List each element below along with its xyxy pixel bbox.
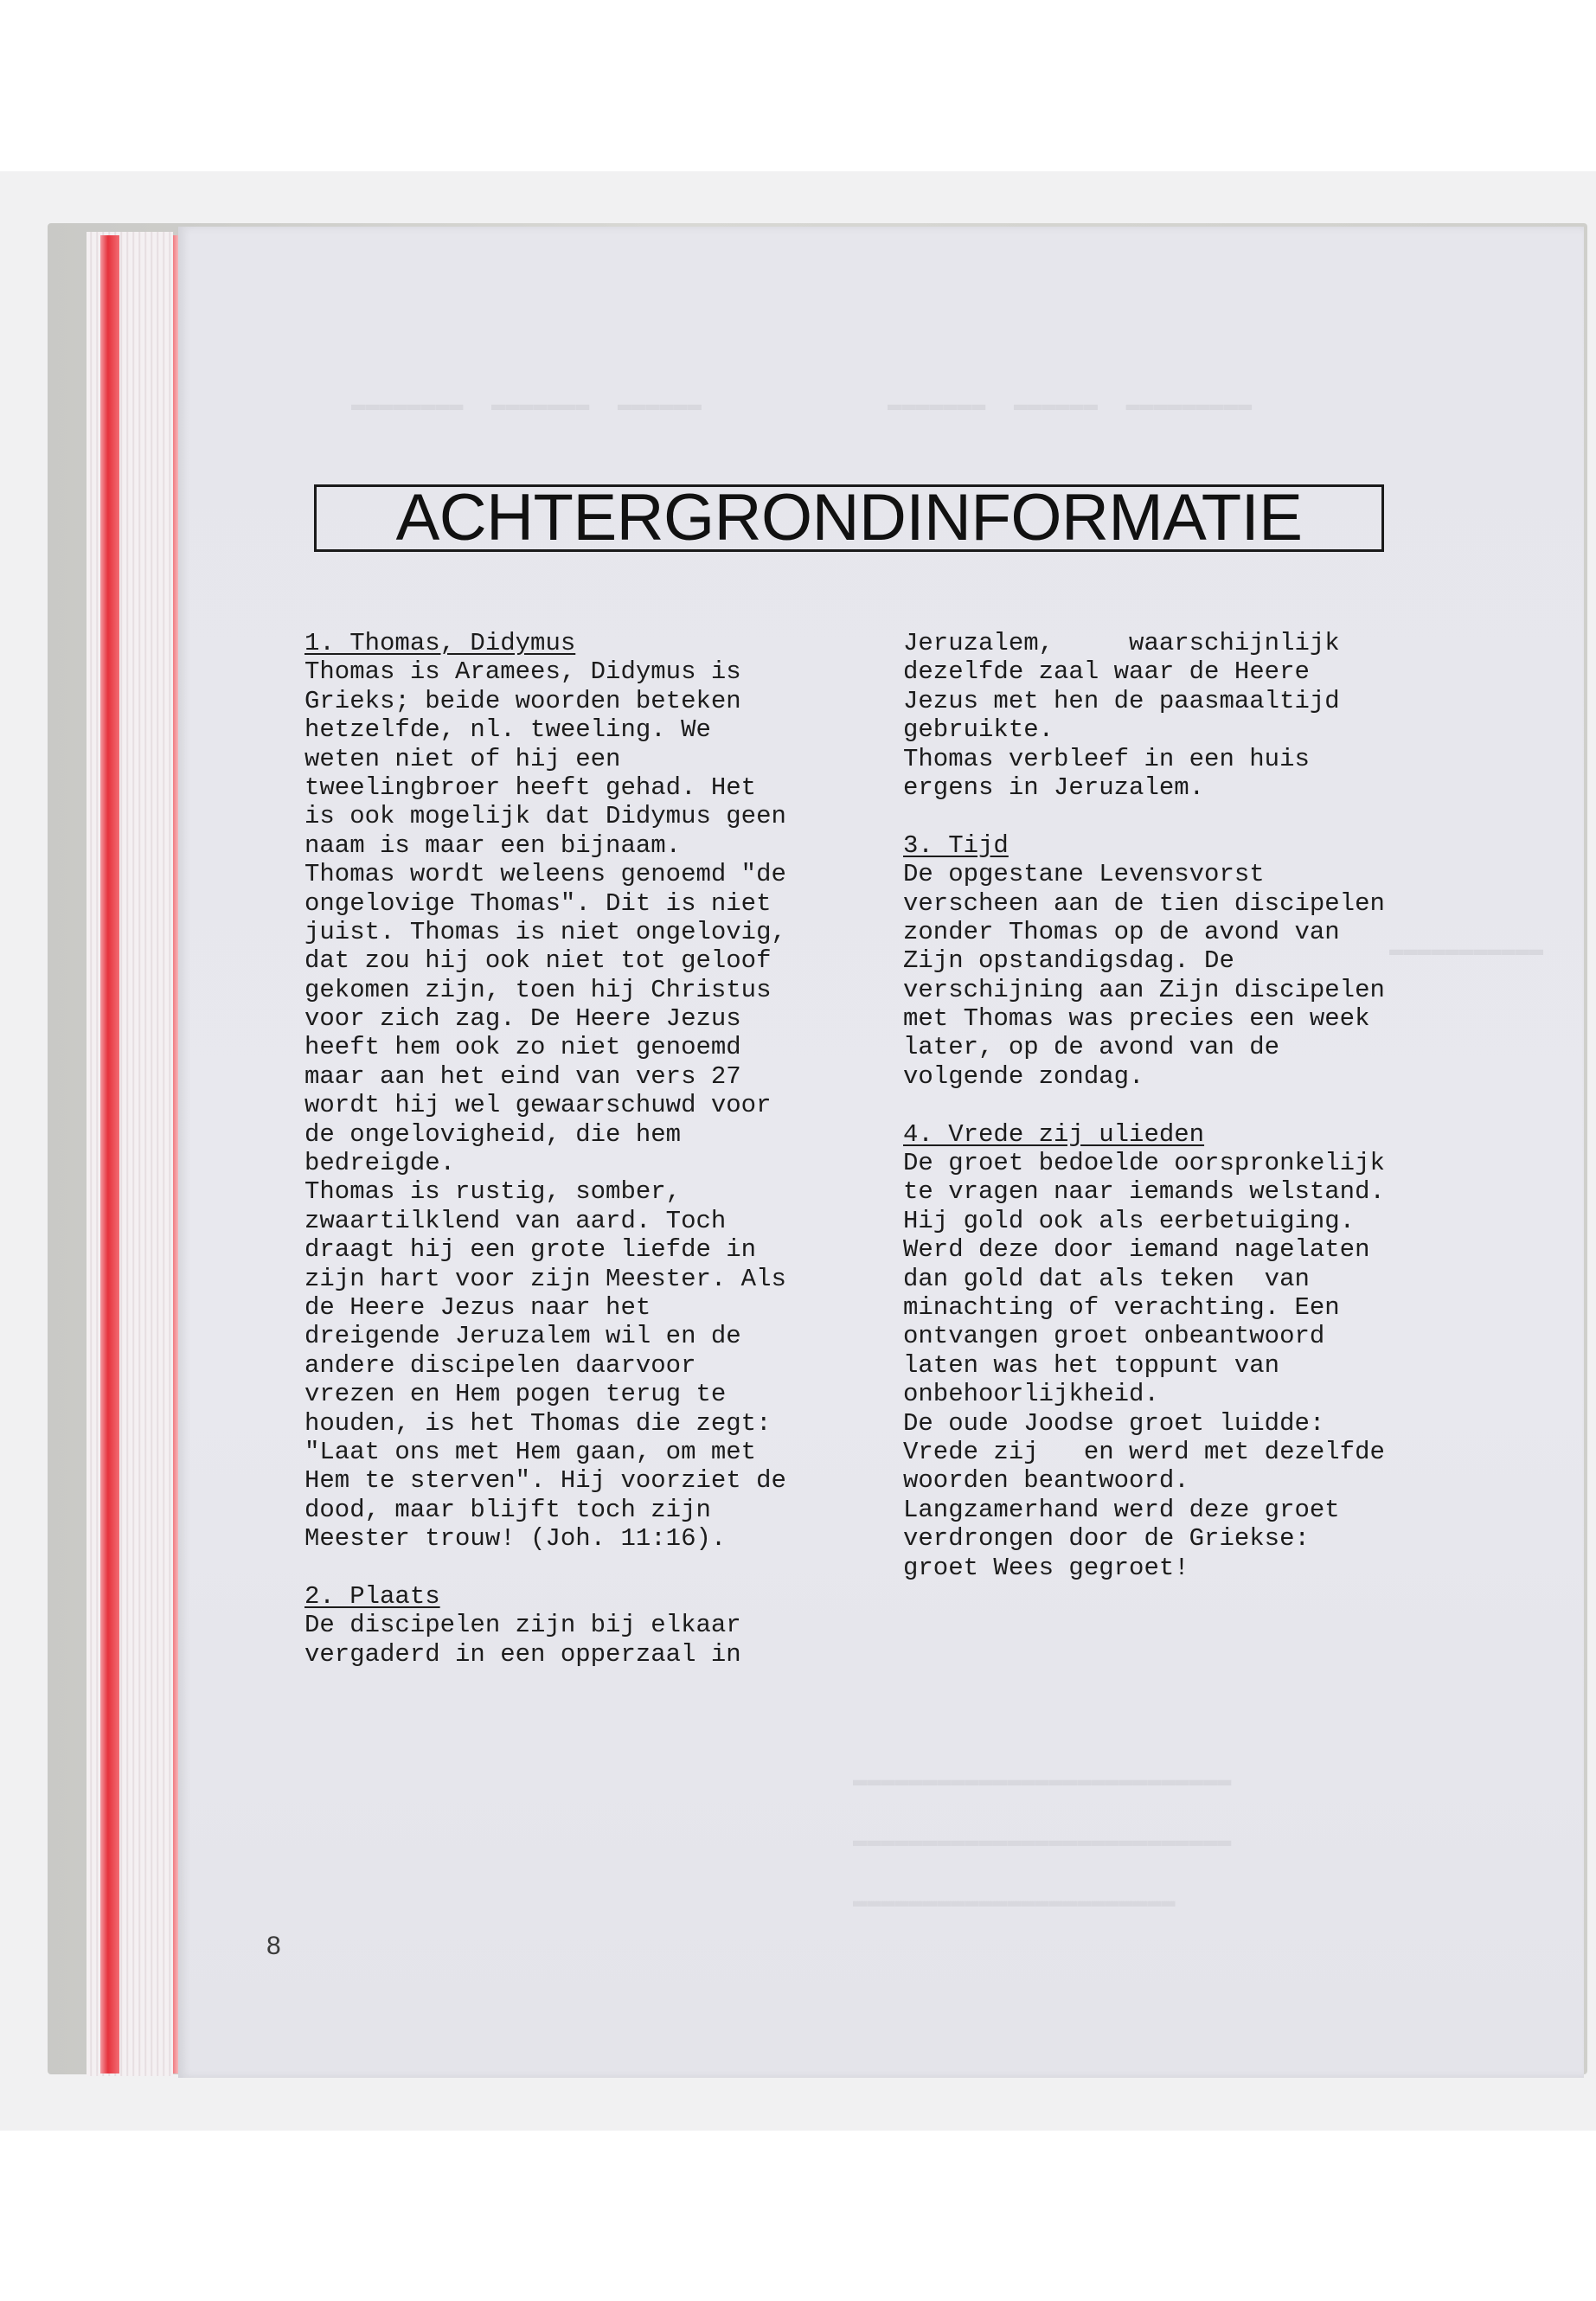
text-line: ergens in Jeruzalem. [903,772,1205,802]
text-line: de Heere Jezus naar het [304,1292,651,1322]
text-line: dat zou hij ook niet tot geloof [304,946,772,976]
text-line: Jezus met hen de paasmaaltijd [903,686,1340,715]
text-line: minachting of verachting. Een [903,1292,1340,1322]
section-title: 4. Vrede zij ulieden [903,1119,1205,1149]
text-line: dan gold dat als teken van [903,1264,1310,1293]
text-line: Thomas wordt weleens genoemd "de [304,860,786,889]
text-line: hetzelfde, nl. tweeling. We [304,715,711,745]
text-line: maar aan het eind van vers 27 [304,1061,741,1091]
text-line: laten was het toppunt van [903,1350,1280,1380]
page-stack-edge [87,232,173,2076]
text-line: is ook mogelijk dat Didymus geen [304,802,786,831]
text-line: de ongelovigheid, die hem [304,1119,682,1149]
text-line: De groet bedoelde oorspronkelijk [903,1149,1385,1178]
text-line: vergaderd in een opperzaal in [304,1639,741,1669]
text-line: heeft hem ook zo niet genoemd [304,1033,741,1062]
text-line: zwaartilklend van aard. Toch [304,1206,727,1235]
text-line: woorden beantwoord. [903,1466,1189,1496]
text-line: dezelfde zaal waar de Heere [903,657,1310,687]
text-line: Werd deze door iemand nagelaten [903,1235,1370,1265]
text-line: gekomen zijn, toen hij Christus [304,975,772,1004]
text-line: Langzamerhand werd deze groet [903,1495,1340,1524]
text-line: zonder Thomas op de avond van [903,917,1340,946]
section-title: 3. Tijd [903,830,1009,860]
text-line: "Laat ons met Hem gaan, om met [304,1437,757,1466]
text-line: volgende zondag. [903,1061,1144,1091]
red-page-edge [100,235,119,2073]
text-line: Hem te sterven". Hij voorziet de [304,1466,786,1496]
heading-frame [314,481,1384,554]
text-line: naam is maar een bijnaam. [304,830,682,860]
text-line: Meester trouw! (Joh. 11:16). [304,1524,727,1554]
section-title: 1. Thomas, Didymus [304,629,576,657]
text-line: gebruikte. [903,715,1054,745]
text-line: andere discipelen daarvoor [304,1350,696,1380]
text-line: weten niet of hij een [304,744,621,773]
text-line: Thomas is Aramees, Didymus is [304,657,741,687]
section-title: 2. Plaats [304,1581,440,1611]
text-line: juist. Thomas is niet ongelovig, [304,917,786,946]
right-column [903,629,1474,1582]
text-line: zijn hart voor zijn Meester. Als [304,1264,786,1293]
text-line: te vragen naar iemands welstand. [903,1177,1385,1207]
text-line: verdrongen door de Griekse: [903,1524,1310,1554]
text-line: ontvangen groet onbeantwoord [903,1322,1325,1351]
book-page: ▬▬▬▬▬▬▬ ▬▬▬▬▬▬ ▬▬▬▬▬▬▬▬▬ ▬▬▬▬▬▬▬▬ ▬▬▬▬▬▬▬ ▬▬▬▬▬▬ ▬▬▬▬▬▬▬▬▬▬▬ ▬▬▬▬▬▬▬▬▬▬▬▬▬▬▬▬▬▬▬▬▬▬▬▬▬▬▬ ▬▬▬▬▬▬▬▬▬▬▬▬▬▬▬▬▬▬▬▬▬▬▬▬▬▬▬ ▬▬▬▬▬▬▬▬▬▬▬▬▬▬▬▬▬▬▬▬▬▬▬ [178,227,1584,2078]
text-line: met Thomas was precies een week [903,1004,1370,1034]
text-line: tweelingbroer heeft gehad. Het [304,772,757,802]
text-line: voor zich zag. De Heere Jezus [304,1004,741,1034]
text-line: Grieks; beide woorden beteken [304,686,741,715]
text-line: De discipelen zijn bij elkaar [304,1611,741,1640]
text-line: onbehoorlijkheid. [903,1380,1159,1409]
text-line: De oude Joodse groet luidde: [903,1408,1325,1438]
left-column [304,629,875,1669]
page-number: 8 [266,1932,281,1960]
text-line: verschijning aan Zijn discipelen [903,975,1385,1004]
text-line: bedreigde. [304,1149,456,1178]
page-title: ACHTERGRONDINFORMATIE [395,481,1303,554]
text-line: Jeruzalem, waarschijnlijk [903,629,1340,657]
text-line: Zijn opstandigsdag. De [903,946,1234,976]
text-line: draagt hij een grote liefde in [304,1235,757,1265]
text-line: Thomas is rustig, somber, [304,1177,682,1207]
text-line: groet Wees gegroet! [903,1553,1189,1582]
text-line: later, op de avond van de [903,1033,1280,1062]
text-line: wordt hij wel gewaarschuwd voor [304,1091,772,1120]
section-gap [304,1554,875,1582]
text-line: ongelovige Thomas". Dit is niet [304,888,772,918]
text-line: Hij gold ook als eerbetuiging. [903,1206,1356,1235]
text-line: De opgestane Levensvorst [903,860,1265,889]
text-line: dreigende Jeruzalem wil en de [304,1322,741,1351]
text-line: Vrede zij en werd met dezelfde [903,1437,1385,1466]
text-line: houden, is het Thomas die zegt: [304,1408,772,1438]
text-line: dood, maar blijft toch zijn [304,1495,711,1524]
text-line: Thomas verbleef in een huis [903,744,1310,773]
section-gap [903,1091,1474,1119]
text-line: vrezen en Hem pogen terug te [304,1380,727,1409]
text-line: verscheen aan de tien discipelen [903,888,1385,918]
section-gap [903,802,1474,830]
